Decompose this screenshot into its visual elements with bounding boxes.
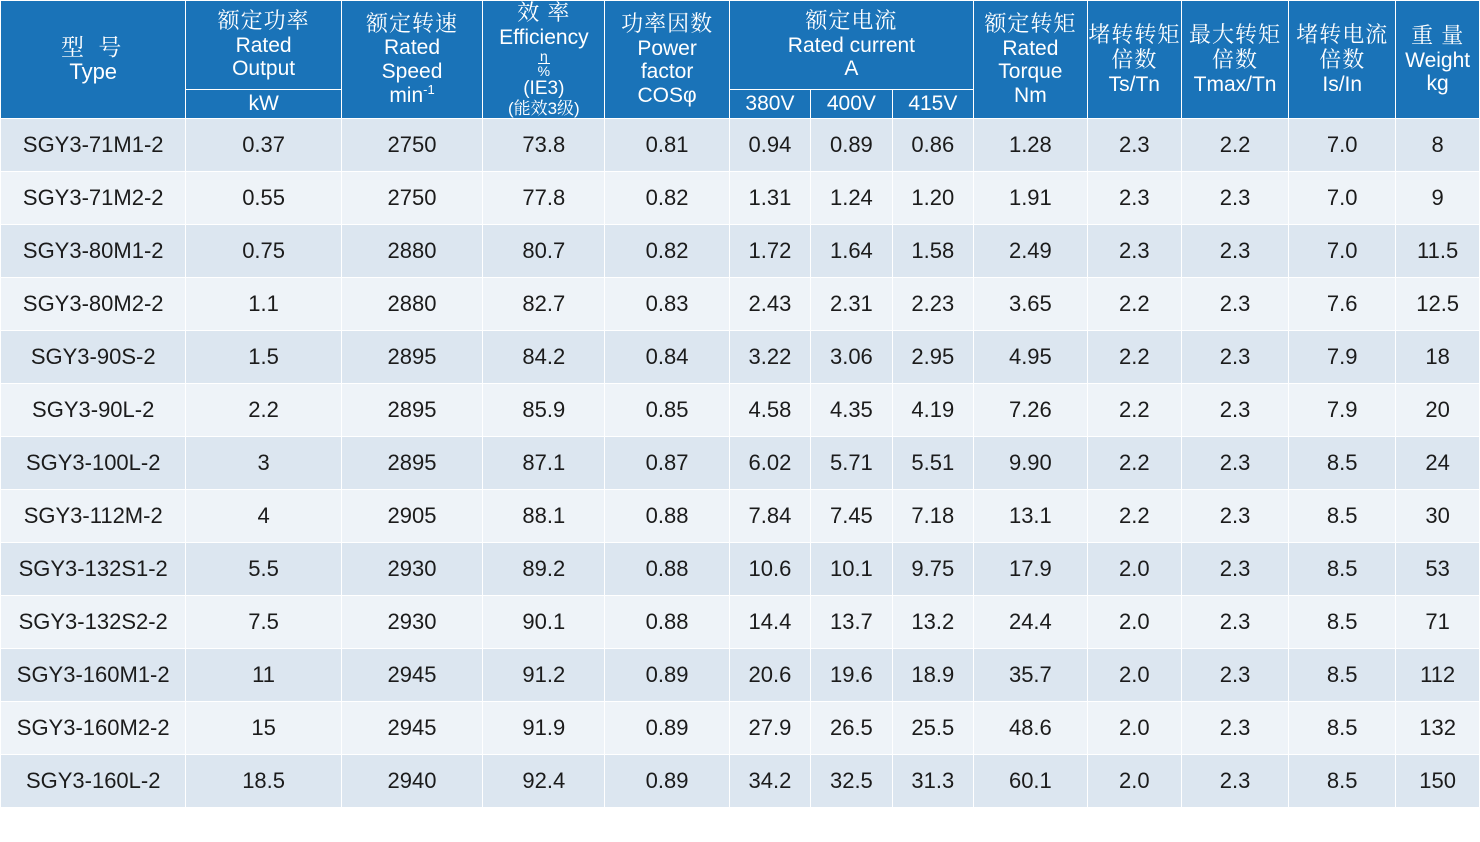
- cell-is: 8.5: [1289, 702, 1396, 755]
- cell-cos: 0.89: [605, 702, 729, 755]
- cell-torque: 9.90: [974, 437, 1088, 490]
- table-row: [1, 543, 1480, 596]
- table-row: [1, 490, 1480, 543]
- cell-output: 1.1: [186, 278, 341, 331]
- cell-is: 8.5: [1289, 543, 1396, 596]
- cell-i400: 3.06: [811, 331, 892, 384]
- cell-tmax: 2.3: [1181, 384, 1288, 437]
- cell-type: SGY3-80M2-2: [1, 278, 186, 331]
- table-row: [1, 437, 1480, 490]
- cell-torque: 4.95: [974, 331, 1088, 384]
- cell-eff: 89.2: [483, 543, 605, 596]
- cell-weight: 150: [1396, 755, 1480, 808]
- cell-i400: 19.6: [811, 649, 892, 702]
- cell-type: SGY3-100L-2: [1, 437, 186, 490]
- cell-type: SGY3-112M-2: [1, 490, 186, 543]
- cell-weight: 24: [1396, 437, 1480, 490]
- cell-ts: 2.2: [1087, 384, 1181, 437]
- cell-speed: 2945: [341, 649, 482, 702]
- cell-torque: 24.4: [974, 596, 1088, 649]
- cell-torque: 3.65: [974, 278, 1088, 331]
- cell-i400: 2.31: [811, 278, 892, 331]
- cell-is: 8.5: [1289, 649, 1396, 702]
- cell-is: 7.9: [1289, 331, 1396, 384]
- cell-weight: 18: [1396, 331, 1480, 384]
- cell-i415: 31.3: [892, 755, 973, 808]
- cell-speed: 2895: [341, 437, 482, 490]
- cell-i400: 5.71: [811, 437, 892, 490]
- cell-ts: 2.3: [1087, 172, 1181, 225]
- cell-type: SGY3-160M1-2: [1, 649, 186, 702]
- cell-i400: 1.64: [811, 225, 892, 278]
- cell-torque: 60.1: [974, 755, 1088, 808]
- cell-i380: 2.43: [729, 278, 810, 331]
- cell-output: 5.5: [186, 543, 341, 596]
- cell-i400: 13.7: [811, 596, 892, 649]
- cell-i380: 3.22: [729, 331, 810, 384]
- header-row-top: [1, 1, 1480, 90]
- cell-eff: 91.2: [483, 649, 605, 702]
- cell-i415: 4.19: [892, 384, 973, 437]
- cell-i415: 2.95: [892, 331, 973, 384]
- cell-tmax: 2.3: [1181, 596, 1288, 649]
- cell-i380: 1.72: [729, 225, 810, 278]
- table-row: [1, 384, 1480, 437]
- cell-weight: 71: [1396, 596, 1480, 649]
- cell-cos: 0.82: [605, 172, 729, 225]
- cell-eff: 82.7: [483, 278, 605, 331]
- cell-eff: 90.1: [483, 596, 605, 649]
- cell-i415: 2.23: [892, 278, 973, 331]
- cell-eff: 91.9: [483, 702, 605, 755]
- cell-i380: 1.31: [729, 172, 810, 225]
- cell-i380: 6.02: [729, 437, 810, 490]
- table-row: [1, 119, 1480, 172]
- cell-i415: 5.51: [892, 437, 973, 490]
- cell-output: 1.5: [186, 331, 341, 384]
- cell-ts: 2.2: [1087, 331, 1181, 384]
- cell-output: 0.75: [186, 225, 341, 278]
- cell-cos: 0.82: [605, 225, 729, 278]
- header-current-400v: 400V: [811, 89, 892, 119]
- cell-cos: 0.87: [605, 437, 729, 490]
- cell-speed: 2895: [341, 384, 482, 437]
- cell-tmax: 2.3: [1181, 331, 1288, 384]
- cell-output: 4: [186, 490, 341, 543]
- cell-output: 15: [186, 702, 341, 755]
- cell-torque: 17.9: [974, 543, 1088, 596]
- cell-type: SGY3-80M1-2: [1, 225, 186, 278]
- cell-is: 8.5: [1289, 755, 1396, 808]
- cell-ts: 2.0: [1087, 543, 1181, 596]
- cell-i415: 25.5: [892, 702, 973, 755]
- cell-type: SGY3-160L-2: [1, 755, 186, 808]
- cell-is: 8.5: [1289, 437, 1396, 490]
- cell-is: 7.0: [1289, 172, 1396, 225]
- cell-torque: 48.6: [974, 702, 1088, 755]
- cell-type: SGY3-71M1-2: [1, 119, 186, 172]
- cell-tmax: 2.3: [1181, 649, 1288, 702]
- header-is-in: 堵转电流 倍数 Is/In: [1289, 1, 1396, 119]
- cell-torque: 2.49: [974, 225, 1088, 278]
- cell-ts: 2.0: [1087, 649, 1181, 702]
- table-row: [1, 702, 1480, 755]
- cell-torque: 1.91: [974, 172, 1088, 225]
- table-row: [1, 649, 1480, 702]
- cell-cos: 0.89: [605, 755, 729, 808]
- cell-speed: 2945: [341, 702, 482, 755]
- cell-eff: 73.8: [483, 119, 605, 172]
- cell-is: 8.5: [1289, 596, 1396, 649]
- cell-cos: 0.84: [605, 331, 729, 384]
- header-rated-speed: 额定转速 Rated Speed $\min^{-1}$: [341, 1, 482, 119]
- table-row: [1, 278, 1480, 331]
- cell-speed: 2880: [341, 225, 482, 278]
- cell-weight: 30: [1396, 490, 1480, 543]
- cell-i380: 0.94: [729, 119, 810, 172]
- cell-i400: 0.89: [811, 119, 892, 172]
- table-header: [1, 1, 1480, 119]
- cell-speed: 2895: [341, 331, 482, 384]
- cell-torque: 35.7: [974, 649, 1088, 702]
- cell-eff: 84.2: [483, 331, 605, 384]
- header-rated-output: 额定功率 Rated Output: [186, 1, 341, 90]
- cell-torque: 13.1: [974, 490, 1088, 543]
- cell-weight: 8: [1396, 119, 1480, 172]
- header-power-factor: 功率因数 Power factor COSφ: [605, 1, 729, 119]
- cell-speed: 2905: [341, 490, 482, 543]
- cell-cos: 0.85: [605, 384, 729, 437]
- cell-eff: 80.7: [483, 225, 605, 278]
- header-current-380v: 380V: [729, 89, 810, 119]
- cell-type: SGY3-132S1-2: [1, 543, 186, 596]
- cell-type: SGY3-90L-2: [1, 384, 186, 437]
- cell-cos: 0.81: [605, 119, 729, 172]
- cell-torque: 1.28: [974, 119, 1088, 172]
- header-ts-tn: 堵转转矩 倍数 Ts/Tn: [1087, 1, 1181, 119]
- cell-output: 0.55: [186, 172, 341, 225]
- cell-eff: 92.4: [483, 755, 605, 808]
- cell-tmax: 2.3: [1181, 755, 1288, 808]
- cell-cos: 0.88: [605, 490, 729, 543]
- cell-i400: 10.1: [811, 543, 892, 596]
- cell-i380: 34.2: [729, 755, 810, 808]
- cell-tmax: 2.3: [1181, 225, 1288, 278]
- cell-tmax: 2.3: [1181, 172, 1288, 225]
- cell-weight: 53: [1396, 543, 1480, 596]
- cell-cos: 0.89: [605, 649, 729, 702]
- cell-cos: 0.88: [605, 543, 729, 596]
- cell-output: 7.5: [186, 596, 341, 649]
- cell-eff: 77.8: [483, 172, 605, 225]
- table-body: [1, 119, 1480, 808]
- header-tmax-tn: 最大转矩 倍数 Tmax/Tn: [1181, 1, 1288, 119]
- cell-cos: 0.88: [605, 596, 729, 649]
- cell-torque: 7.26: [974, 384, 1088, 437]
- cell-is: 7.0: [1289, 225, 1396, 278]
- cell-type: SGY3-71M2-2: [1, 172, 186, 225]
- cell-tmax: 2.3: [1181, 278, 1288, 331]
- cell-type: SGY3-132S2-2: [1, 596, 186, 649]
- cell-is: 7.9: [1289, 384, 1396, 437]
- cell-ts: 2.2: [1087, 437, 1181, 490]
- cell-speed: 2940: [341, 755, 482, 808]
- cell-weight: 9: [1396, 172, 1480, 225]
- cell-ts: 2.3: [1087, 119, 1181, 172]
- cell-tmax: 2.3: [1181, 437, 1288, 490]
- cell-output: 11: [186, 649, 341, 702]
- cell-eff: 87.1: [483, 437, 605, 490]
- cell-i400: 26.5: [811, 702, 892, 755]
- cell-i415: 13.2: [892, 596, 973, 649]
- cell-output: 18.5: [186, 755, 341, 808]
- cell-speed: 2880: [341, 278, 482, 331]
- cell-i400: 32.5: [811, 755, 892, 808]
- table-row: [1, 331, 1480, 384]
- cell-i415: 18.9: [892, 649, 973, 702]
- cell-i380: 10.6: [729, 543, 810, 596]
- cell-weight: 11.5: [1396, 225, 1480, 278]
- cell-type: SGY3-90S-2: [1, 331, 186, 384]
- cell-speed: 2750: [341, 172, 482, 225]
- cell-i380: 4.58: [729, 384, 810, 437]
- cell-speed: 2930: [341, 543, 482, 596]
- cell-is: 7.6: [1289, 278, 1396, 331]
- cell-weight: 112: [1396, 649, 1480, 702]
- cell-i380: 14.4: [729, 596, 810, 649]
- cell-output: 0.37: [186, 119, 341, 172]
- cell-weight: 132: [1396, 702, 1480, 755]
- cell-ts: 2.0: [1087, 596, 1181, 649]
- table-row: [1, 755, 1480, 808]
- cell-i415: 1.58: [892, 225, 973, 278]
- cell-speed: 2750: [341, 119, 482, 172]
- cell-tmax: 2.3: [1181, 702, 1288, 755]
- cell-i400: 1.24: [811, 172, 892, 225]
- cell-tmax: 2.3: [1181, 543, 1288, 596]
- header-efficiency: 效 率 Efficiency $\frac{\eta}{\%}$ (IE3) (能效3级): [483, 1, 605, 119]
- cell-i415: 7.18: [892, 490, 973, 543]
- cell-speed: 2930: [341, 596, 482, 649]
- cell-output: 2.2: [186, 384, 341, 437]
- cell-tmax: 2.2: [1181, 119, 1288, 172]
- header-weight: 重 量 Weight kg: [1396, 1, 1480, 119]
- table-row: [1, 172, 1480, 225]
- cell-i380: 20.6: [729, 649, 810, 702]
- cell-i400: 7.45: [811, 490, 892, 543]
- cell-weight: 12.5: [1396, 278, 1480, 331]
- cell-cos: 0.83: [605, 278, 729, 331]
- cell-i415: 1.20: [892, 172, 973, 225]
- cell-i415: 9.75: [892, 543, 973, 596]
- header-type: 型 号 Type: [1, 1, 186, 119]
- header-rated-torque: 额定转矩 Rated Torque Nm: [974, 1, 1088, 119]
- cell-i400: 4.35: [811, 384, 892, 437]
- table-row: [1, 596, 1480, 649]
- cell-i380: 7.84: [729, 490, 810, 543]
- cell-ts: 2.0: [1087, 702, 1181, 755]
- cell-eff: 88.1: [483, 490, 605, 543]
- cell-tmax: 2.3: [1181, 490, 1288, 543]
- cell-ts: 2.0: [1087, 755, 1181, 808]
- cell-is: 7.0: [1289, 119, 1396, 172]
- cell-i380: 27.9: [729, 702, 810, 755]
- cell-ts: 2.2: [1087, 490, 1181, 543]
- cell-is: 8.5: [1289, 490, 1396, 543]
- cell-ts: 2.3: [1087, 225, 1181, 278]
- table-row: [1, 225, 1480, 278]
- cell-ts: 2.2: [1087, 278, 1181, 331]
- header-rated-current: 额定电流 Rated current A: [729, 1, 973, 90]
- header-rated-output-unit: kW: [186, 89, 341, 119]
- cell-type: SGY3-160M2-2: [1, 702, 186, 755]
- cell-eff: 85.9: [483, 384, 605, 437]
- cell-i415: 0.86: [892, 119, 973, 172]
- cell-output: 3: [186, 437, 341, 490]
- header-current-415v: 415V: [892, 89, 973, 119]
- cell-weight: 20: [1396, 384, 1480, 437]
